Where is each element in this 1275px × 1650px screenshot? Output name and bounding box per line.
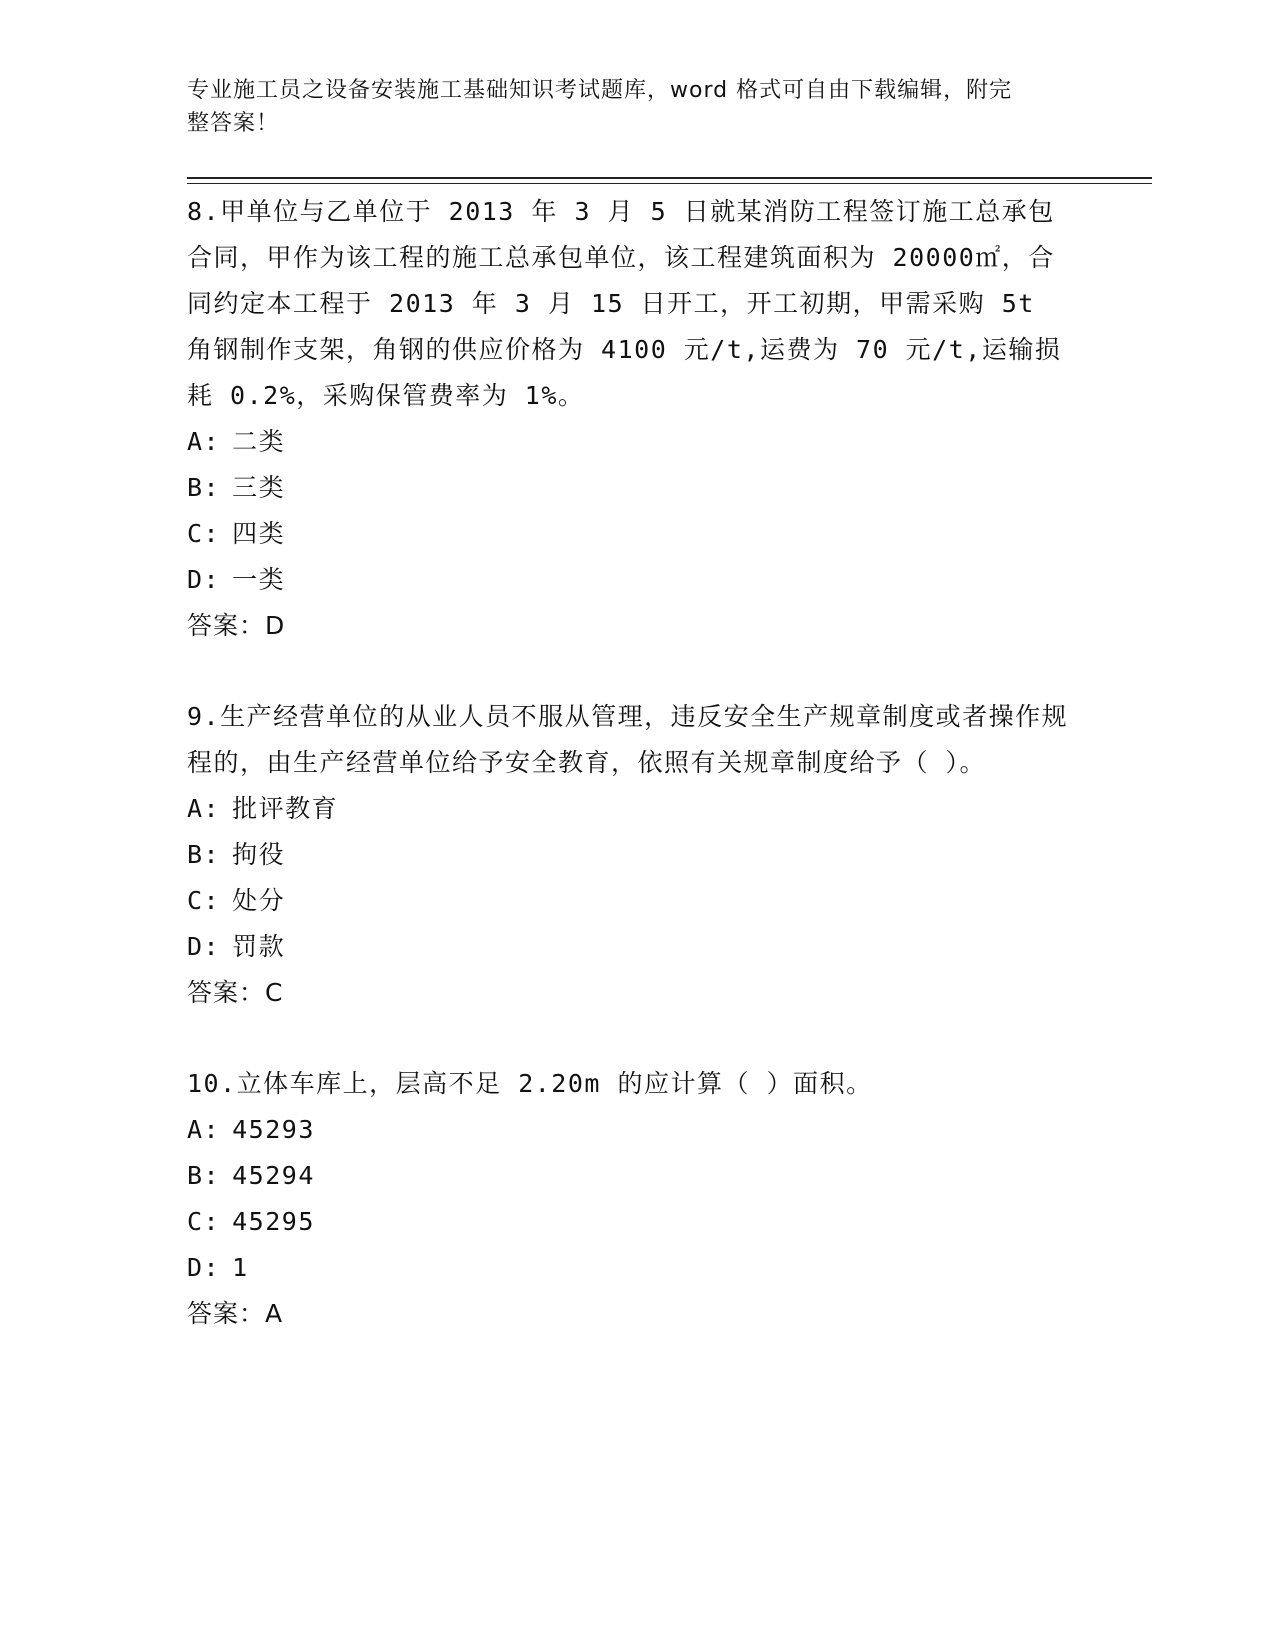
header-divider-thin	[187, 183, 1152, 184]
option-text: 批评教育	[232, 794, 339, 823]
option-key: B:	[187, 840, 221, 869]
answer-label: 答案：A	[187, 1299, 284, 1328]
option-key: C:	[187, 519, 221, 548]
header-line-2: 整答案！	[187, 111, 280, 136]
header-divider-thick	[187, 177, 1152, 179]
option-text: 一类	[232, 565, 286, 594]
question-8	[187, 189, 1087, 649]
option-c	[187, 1199, 1087, 1245]
question-10	[187, 1061, 1087, 1337]
option-text: 45294	[232, 1161, 315, 1190]
option-c	[187, 511, 1087, 557]
option-key: D:	[187, 565, 221, 594]
option-key: A:	[187, 794, 221, 823]
option-text: 拘役	[232, 840, 286, 869]
question-stem: 10.立体车库上，层高不足 2.20m 的应计算（ ）面积。	[187, 1069, 873, 1098]
option-a	[187, 419, 1087, 465]
option-key: D:	[187, 932, 221, 961]
question-stem: 9.生产经营单位的从业人员不服从管理，违反安全生产规章制度或者操作规程的，由生产经营单位给予安全教育，依照有关规章制度给予（ ）。	[187, 702, 1069, 777]
option-text: 四类	[232, 519, 286, 548]
question-list	[187, 189, 1087, 1337]
option-text: 三类	[232, 473, 286, 502]
question-stem: 8.甲单位与乙单位于 2013 年 3 月 5 日就某消防工程签订施工总承包合同，甲作为该工程的施工总承包单位，该工程建筑面积为 20000㎡，合同约定本工程于 2013 年 3 月 15 日开工，开工初期，甲需采购 5t 角钢制作支架，角钢的供应价格为 4100 元/t,运费为 70 元/t,运输损耗 0.2%，采购保管费率为 1%。	[187, 197, 1062, 410]
option-text: 二类	[232, 427, 286, 456]
option-text: 罚款	[232, 932, 286, 961]
option-d	[187, 557, 1087, 603]
answer-label: 答案：D	[187, 611, 286, 640]
answer-label: 答案：C	[187, 978, 284, 1007]
option-text: 45295	[232, 1207, 315, 1236]
option-a	[187, 1107, 1087, 1153]
option-b	[187, 465, 1087, 511]
option-key: C:	[187, 1207, 221, 1236]
option-key: B:	[187, 473, 221, 502]
option-key: A:	[187, 1115, 221, 1144]
question-9	[187, 694, 1087, 1016]
option-text: 45293	[232, 1115, 315, 1144]
option-key: B:	[187, 1161, 221, 1190]
option-a	[187, 786, 1087, 832]
document-header	[187, 74, 1067, 140]
option-d	[187, 1245, 1087, 1291]
option-b	[187, 1153, 1087, 1199]
option-d	[187, 924, 1087, 970]
option-key: A:	[187, 427, 221, 456]
option-b	[187, 832, 1087, 878]
option-text: 处分	[232, 886, 286, 915]
option-key: C:	[187, 886, 221, 915]
header-line-1: 专业施工员之设备安装施工基础知识考试题库，word 格式可自由下载编辑，附完	[187, 78, 1013, 103]
option-c	[187, 878, 1087, 924]
option-text: 1	[232, 1253, 249, 1282]
option-key: D:	[187, 1253, 221, 1282]
